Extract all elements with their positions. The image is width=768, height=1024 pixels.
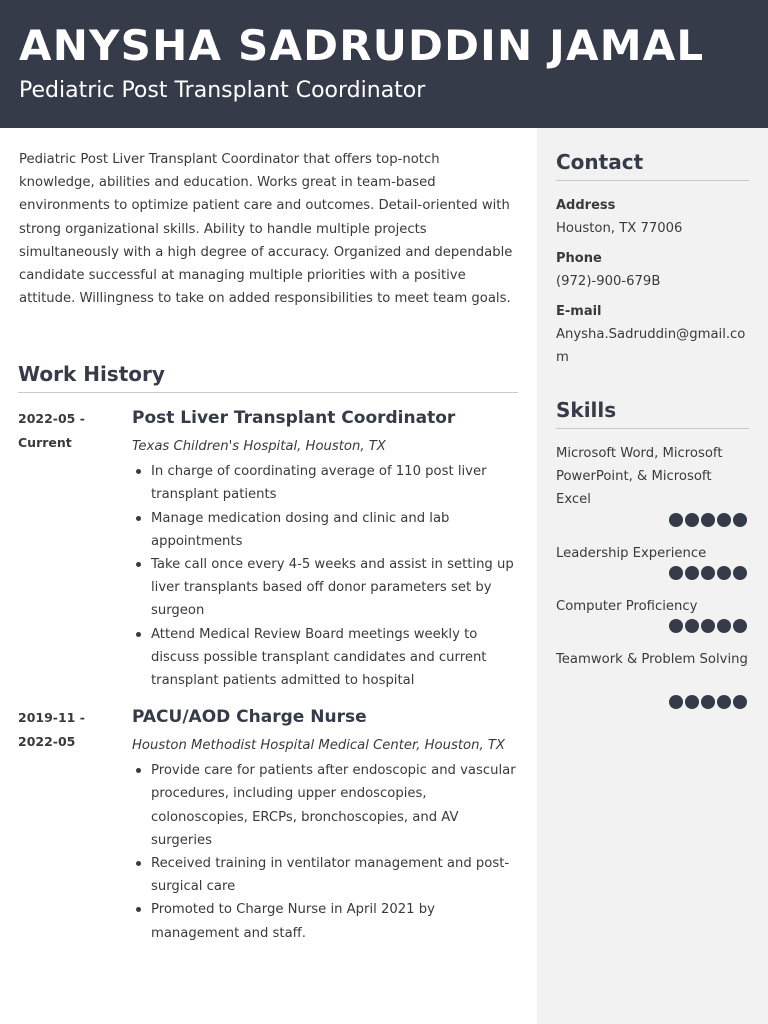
main-column	[19, 148, 519, 310]
rating-dot-icon	[717, 695, 731, 709]
rating-dot-icon	[717, 566, 731, 580]
job-body	[132, 705, 518, 945]
list-item: In charge of coordinating average of 110 post liver transplant patients	[132, 460, 518, 506]
list-item: Provide care for patients after endoscopic and vascular procedures, including upper endoscopies, colonoscopies, ERCPs, bronchoscopies, and AV surgeries	[132, 759, 518, 852]
phone-value: (972)-900-679B	[556, 274, 661, 289]
job-duties	[132, 460, 518, 692]
contact-heading: Contact	[556, 150, 644, 174]
resume-header	[0, 0, 768, 128]
job-date-end: 2022-05	[18, 734, 76, 749]
phone-label: Phone	[556, 251, 602, 266]
rating-dot-icon	[733, 513, 747, 527]
skill-name: Teamwork & Problem Solving	[556, 652, 748, 667]
skill-rating	[669, 513, 747, 527]
bullet-icon	[136, 907, 141, 912]
bullet-icon	[136, 469, 141, 474]
rating-dot-icon	[669, 513, 683, 527]
job-dates	[18, 706, 118, 754]
job-date-start: 2022-05 -	[18, 411, 85, 426]
address-label: Address	[556, 198, 616, 213]
rating-dot-icon	[733, 566, 747, 580]
job-title: Post Liver Transplant Coordinator	[132, 408, 456, 428]
rating-dot-icon	[685, 566, 699, 580]
rating-dot-icon	[669, 695, 683, 709]
section-divider	[18, 392, 518, 393]
address-value: Houston, TX 77006	[556, 221, 683, 236]
email-value: Anysha.Sadruddin@gmail.com	[556, 327, 746, 366]
candidate-name: ANYSHA SADRUDDIN JAMAL	[19, 21, 705, 70]
skill-rating	[669, 695, 747, 709]
rating-dot-icon	[701, 513, 715, 527]
bullet-icon	[136, 632, 141, 637]
rating-dot-icon	[733, 695, 747, 709]
skill-name: Microsoft Word, Microsoft PowerPoint, & Microsoft Excel	[556, 446, 723, 508]
rating-dot-icon	[685, 695, 699, 709]
skills-heading: Skills	[556, 398, 617, 422]
list-item: Manage medication dosing and clinic and lab appointments	[132, 507, 518, 553]
skill-name: Computer Proficiency	[556, 599, 698, 614]
job-date-start: 2019-11 -	[18, 710, 85, 725]
rating-dot-icon	[717, 513, 731, 527]
list-item: Received training in ventilator management and post-surgical care	[132, 852, 518, 898]
job-dates	[18, 407, 118, 455]
job-organization: Texas Children's Hospital, Houston, TX	[132, 439, 386, 454]
job-body	[132, 406, 518, 692]
email-label: E-mail	[556, 304, 602, 319]
bullet-icon	[136, 861, 141, 866]
job-title: PACU/AOD Charge Nurse	[132, 707, 367, 727]
bullet-icon	[136, 562, 141, 567]
skill-rating	[669, 566, 747, 580]
list-item: Attend Medical Review Board meetings weekly to discuss possible transplant candidates and current transplant patients admitted to hospital	[132, 623, 518, 693]
list-item: Promoted to Charge Nurse in April 2021 by management and staff.	[132, 898, 518, 944]
rating-dot-icon	[701, 566, 715, 580]
job-organization: Houston Methodist Hospital Medical Center, Houston, TX	[132, 738, 505, 753]
rating-dot-icon	[701, 695, 715, 709]
bullet-icon	[136, 516, 141, 521]
list-item: Take call once every 4-5 weeks and assist in setting up liver transplants based off donor parameters set by surgeon	[132, 553, 518, 623]
job-duties	[132, 759, 518, 945]
section-divider	[556, 428, 749, 429]
rating-dot-icon	[669, 619, 683, 633]
rating-dot-icon	[685, 619, 699, 633]
job-date-end: Current	[18, 435, 72, 450]
rating-dot-icon	[701, 619, 715, 633]
skill-name: Leadership Experience	[556, 546, 707, 561]
skill-rating	[669, 619, 747, 633]
rating-dot-icon	[669, 566, 683, 580]
section-divider	[556, 180, 749, 181]
candidate-role: Pediatric Post Transplant Coordinator	[19, 78, 426, 103]
rating-dot-icon	[717, 619, 731, 633]
professional-summary: Pediatric Post Liver Transplant Coordinator that offers top-notch knowledge, abilities and education. Works great in team-based environments to optimize patient care and outcomes. Detail-oriented with strong organizational skills. Ability to handle multiple projects simultaneously with a high degree of accuracy. Organized and dependable candidate successful at managing multiple priorities with a positive attitude. Willingness to take on added responsibilities to meet team goals.	[19, 152, 513, 307]
rating-dot-icon	[685, 513, 699, 527]
work-history-heading: Work History	[18, 362, 165, 386]
bullet-icon	[136, 768, 141, 773]
rating-dot-icon	[733, 619, 747, 633]
